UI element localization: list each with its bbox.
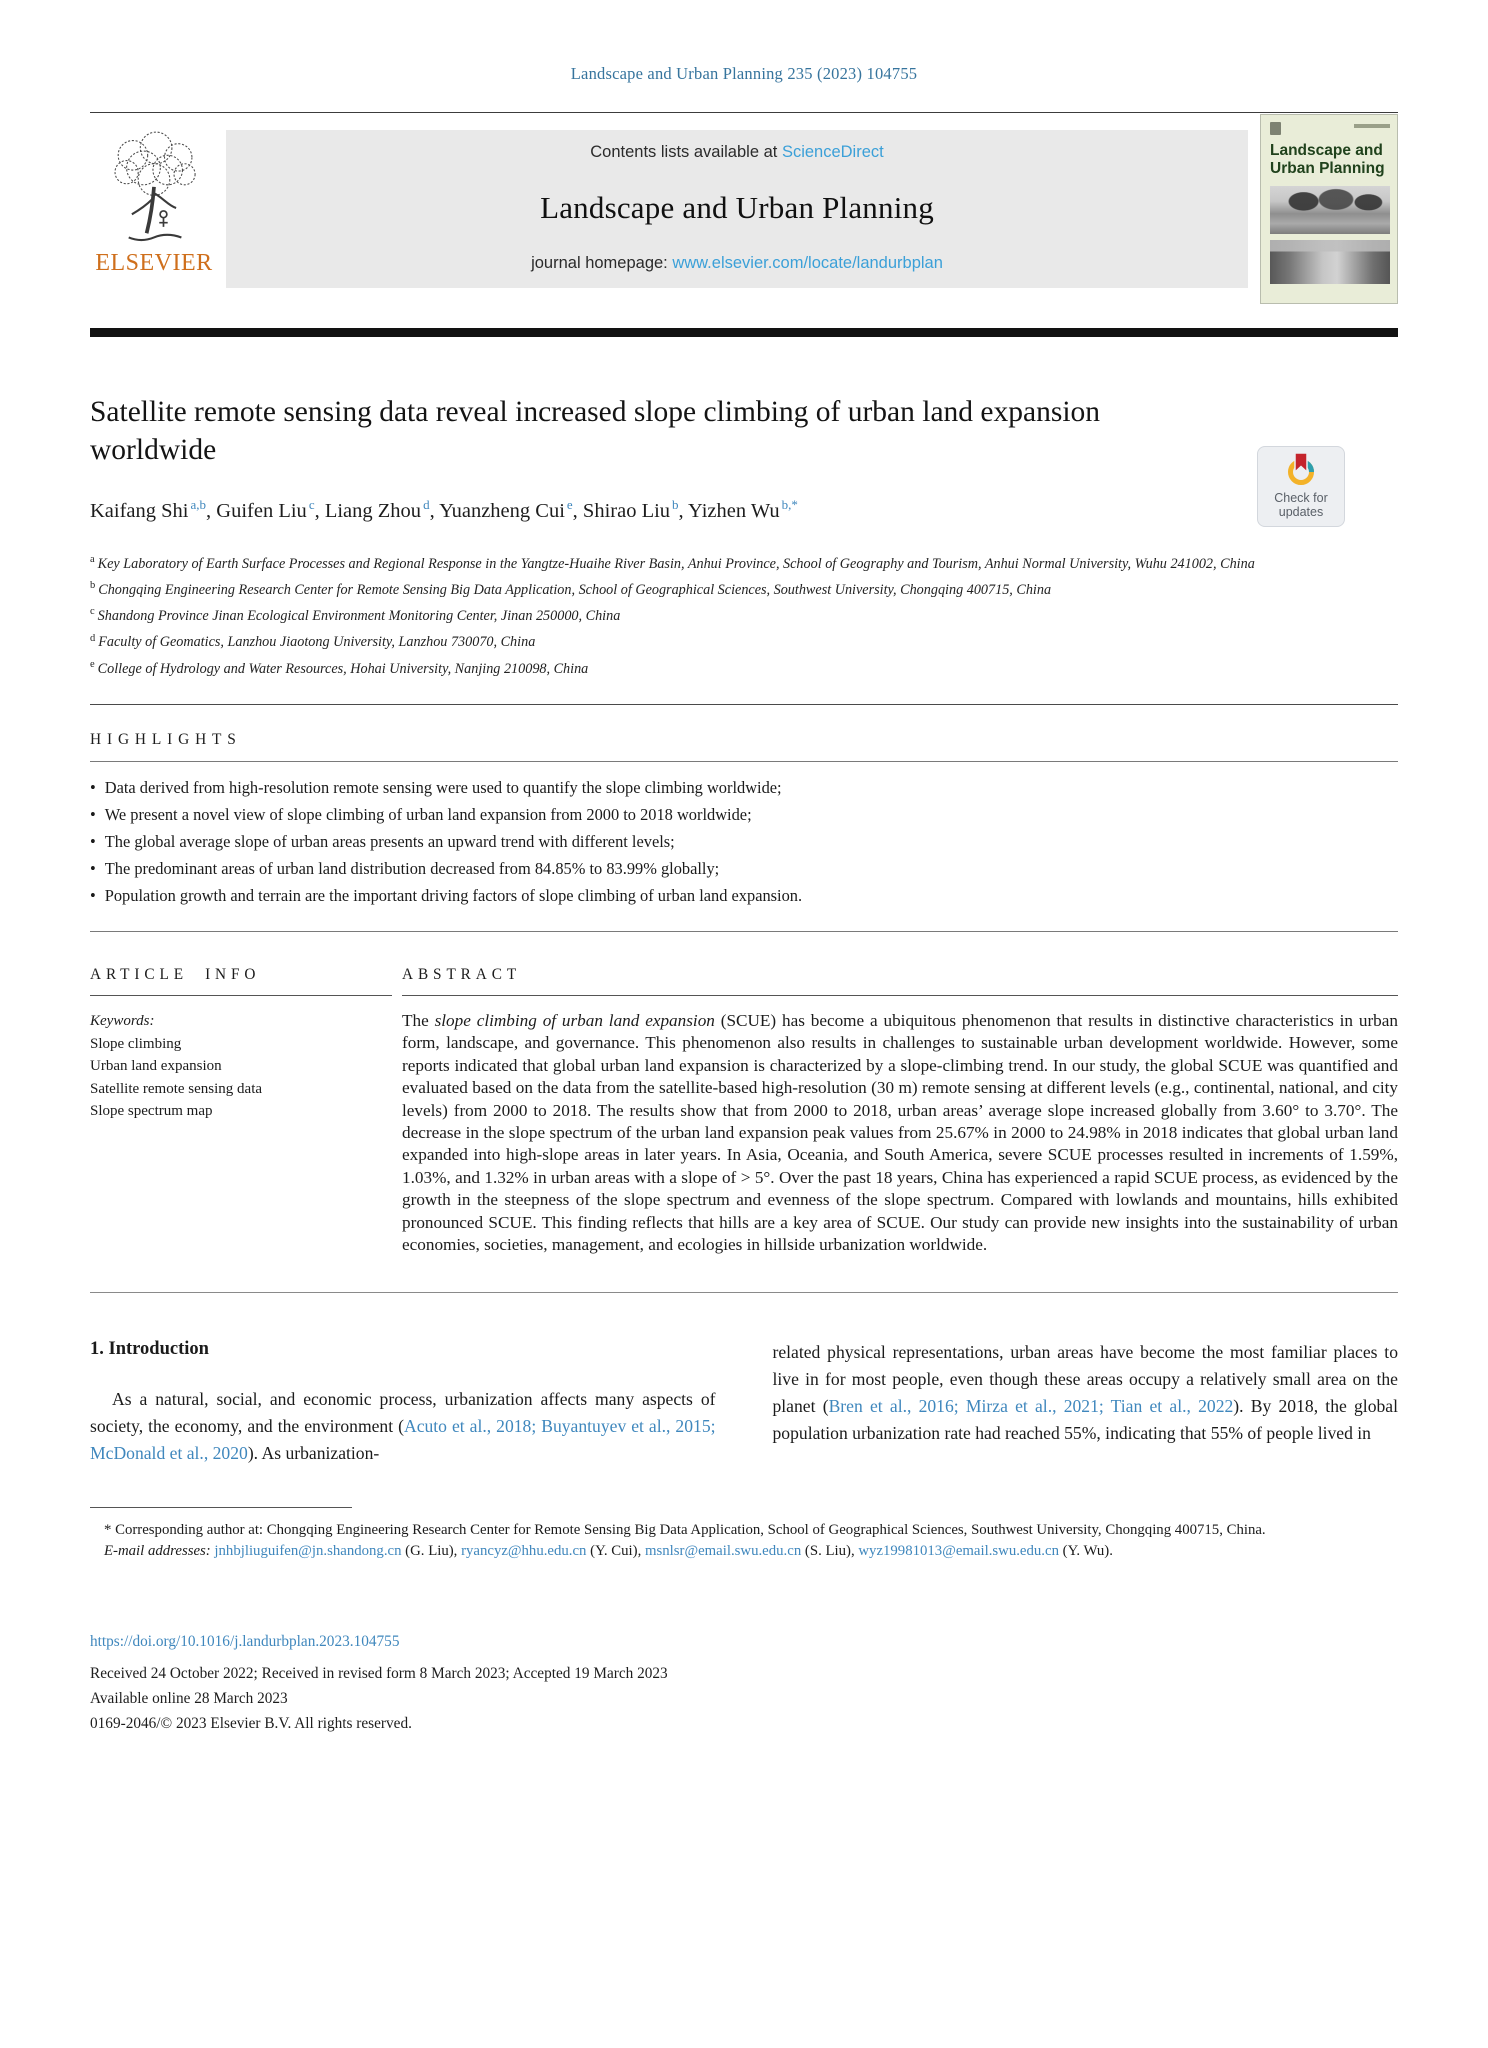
contents-line — [590, 143, 883, 162]
affiliation-marker: e — [90, 658, 95, 670]
highlight-text: Data derived from high-resolution remote sensing were used to quantify the slope climbing worldwide; — [104, 778, 782, 797]
author-affiliation-sup[interactable]: b — [672, 497, 679, 512]
author-separator: , — [206, 499, 217, 522]
colophon-block — [90, 1633, 1398, 1736]
check-badge-label-line1: Check for — [1274, 491, 1328, 505]
highlight-text: We present a novel view of slope climbing of urban land expansion from 2000 to 2018 worldwide; — [104, 805, 752, 824]
intro-text: As a natural, social, and economic process, urbanization affects many aspects of society, the economy, and the environment ( — [90, 1389, 716, 1437]
journal-cover-thumbnail — [1260, 114, 1398, 304]
author-affiliation-sup[interactable]: d — [423, 497, 430, 512]
author — [324, 497, 440, 522]
footnote-block — [90, 1507, 1398, 1563]
affiliation — [90, 601, 1398, 627]
intro-text: ). As urbanization- — [247, 1443, 380, 1464]
email-link[interactable]: jnhbjliuguifen@jn.shandong.cn — [214, 1543, 402, 1560]
email-owner: (Y. Cui), — [586, 1543, 645, 1560]
author-list — [90, 497, 1398, 523]
email-owner: (S. Liu), — [801, 1543, 859, 1560]
email-addresses-note — [90, 1541, 1398, 1563]
keyword: Satellite remote sensing data — [90, 1080, 263, 1097]
affiliation-list — [90, 549, 1398, 680]
article-info-abstract-section — [90, 966, 1398, 1256]
check-badge-label-line2: updates — [1278, 505, 1324, 519]
footnote-marker: * — [104, 1521, 112, 1538]
masthead-black-bar — [90, 328, 1398, 337]
journal-masthead — [90, 130, 1398, 304]
email-entry — [645, 1543, 858, 1559]
cover-title-line1: Landscape and — [1270, 142, 1383, 159]
highlight-item — [90, 801, 1398, 828]
abstract-column — [402, 966, 1398, 1256]
author-name: Yuanzheng Cui — [439, 499, 565, 522]
highlight-item — [90, 774, 1398, 801]
divider — [90, 704, 1398, 705]
author — [439, 497, 583, 522]
keyword: Slope spectrum map — [90, 1103, 213, 1119]
author-separator: , — [314, 499, 325, 522]
abstract-heading: ABSTRACT — [402, 966, 522, 983]
footnote-divider — [90, 1507, 352, 1508]
affiliation — [90, 575, 1398, 601]
article-info-column — [90, 966, 392, 1256]
affiliation-text: Shandong Province Jinan Ecological Environment Monitoring Center, Jinan 250000, China — [97, 608, 621, 625]
intro-text: related physical representations, urban areas have become the most familiar places to live in for most people, even though these areas occupy a relatively small area on the planet ( — [772, 1342, 1398, 1417]
author — [216, 497, 325, 522]
author-name: Liang Zhou — [324, 499, 422, 522]
masthead-center-panel — [226, 130, 1248, 288]
corresponding-text: Corresponding author at: Chongqing Engineering Research Center for Remote Sensing Big Data Application, School of Geographical Sciences, Southwest University, Chongqing 400715, China. — [111, 1521, 1266, 1538]
keyword: Urban land expansion — [90, 1058, 222, 1074]
email-link[interactable]: wyz19981013@email.swu.edu.cn — [858, 1543, 1059, 1560]
cover-elsevier-mini-logo-icon — [1270, 122, 1281, 135]
highlight-item — [90, 828, 1398, 855]
abstract-text — [402, 1010, 1398, 1256]
citation-link[interactable]: Acuto et al., 2018; Buyantuyev et al., 2015; McDonald et al., 2020 — [90, 1416, 716, 1464]
journal-title: Landscape and Urban Planning — [540, 190, 934, 225]
author-separator: , — [572, 499, 583, 522]
email-owner: (G. Liu), — [401, 1543, 462, 1560]
keywords-block — [90, 1010, 392, 1123]
email-link[interactable]: msnlsr@email.swu.edu.cn — [644, 1543, 802, 1560]
divider — [90, 995, 392, 996]
elsevier-logo — [90, 130, 218, 288]
divider — [90, 761, 1398, 762]
affiliation-marker: c — [90, 606, 95, 618]
doi-line — [90, 1633, 1398, 1651]
cover-top-row — [1270, 122, 1390, 137]
doi-link[interactable]: https://doi.org/10.1016/j.landurbplan.2023.104755 — [90, 1632, 400, 1650]
abstract-body: (SCUE) has become a ubiquitous phenomenon that results in distinctive characteristics in urban form, landscape, and governance. This phenomenon also results in challenges to sustainable urban development worldwide. However, some reports indicated that global urban land expansion is characterized by a slope-climbing trend. In our study, the global SCUE was quantified and evaluated based on the data from the satellite-based high-resolution (30 m) remote sensing at different levels (e.g., continental, national, and city levels) from 2000 to 2018. The results show that from 2000 to 2018, urban areas’ average slope increased globally from 3.60° to 3.70°. The decrease in the slope spectrum of the urban land expansion peak values from 25.67% in 2000 to 24.98% in 2018 indicates that global urban land expanded into high-slope areas in later years. In Asia, Oceania, and South America, severe SCUE processes resulted in increments of 1.59%, 1.03%, and 1.32% in urban areas with a slope of > 5°. Over the past 18 years, China has experienced a rapid SCUE process, as evidenced by the growth in the steepness of the slope spectrum and evenness of the slope spectrum. Compared with lowlands and mountains, hills exhibited pronounced SCUE. This finding reflects that hills are a key area of SCUE. Our study can provide new insights into the sustainability of urban economies, societies, management, and ecologies in hillside urbanization worldwide. — [402, 1011, 1398, 1255]
author-name: Shirao Liu — [582, 499, 671, 522]
intro-left-column — [90, 1339, 716, 1466]
affiliation-marker: d — [90, 632, 96, 644]
author — [90, 497, 217, 522]
copyright-line: 0169-2046/© 2023 Elsevier B.V. All rights reserved. — [90, 1714, 412, 1732]
received-dates: Received 24 October 2022; Received in revised form 8 March 2023; Accepted 19 March 2023 — [90, 1664, 668, 1682]
citation-link[interactable]: Bren et al., 2016; Mirza et al., 2021; Tian et al., 2022 — [828, 1396, 1234, 1417]
author-separator: , — [678, 499, 689, 522]
homepage-line — [531, 254, 943, 273]
journal-reference: Landscape and Urban Planning 235 (2023) 104755 — [570, 64, 918, 83]
author-name: Yizhen Wu — [688, 499, 780, 522]
email-link[interactable]: ryancyz@hhu.edu.cn — [461, 1543, 587, 1560]
abstract-lead: The — [402, 1011, 435, 1030]
email-entry — [858, 1543, 1113, 1559]
affiliation-text: Chongqing Engineering Research Center for Remote Sensing Big Data Application, School of Geographical Sciences, Southwest University, Chongqing 400715, China — [98, 581, 1052, 598]
introduction-section — [90, 1339, 1398, 1466]
email-entry — [214, 1543, 461, 1559]
highlights-list — [90, 774, 1398, 909]
divider — [402, 995, 1398, 996]
keyword: Slope climbing — [90, 1035, 182, 1052]
check-updates-icon — [1278, 452, 1324, 486]
affiliation-marker: a — [90, 553, 95, 565]
cover-title-line2: Urban Planning — [1270, 160, 1385, 177]
homepage-prefix: journal homepage: — [531, 254, 673, 272]
author-affiliation-sup[interactable]: a,b — [190, 497, 207, 512]
article-title: Satellite remote sensing data reveal increased slope climbing of urban land expansion worldwide — [90, 396, 1101, 466]
contents-prefix: Contents lists available at — [590, 143, 782, 161]
cover-photo-trees — [1270, 186, 1390, 234]
highlight-text: The predominant areas of urban land distribution decreased from 84.85% to 83.99% globally; — [104, 859, 720, 878]
introduction-heading: 1. Introduction — [90, 1339, 209, 1360]
cover-photo-urban — [1270, 240, 1390, 284]
author — [688, 497, 798, 522]
sciencedirect-link[interactable]: ScienceDirect — [781, 143, 884, 161]
divider — [90, 1292, 1398, 1293]
author-affiliation-sup[interactable]: c — [308, 497, 315, 512]
affiliation — [90, 628, 1398, 654]
keywords-label: Keywords: — [90, 1013, 155, 1029]
affiliation-marker: b — [90, 580, 96, 592]
intro-right-column — [773, 1339, 1399, 1466]
author-name: Guifen Liu — [216, 499, 307, 522]
author — [582, 497, 689, 522]
corresponding-author-note — [90, 1520, 1398, 1542]
author-affiliation-sup[interactable]: b,* — [781, 497, 798, 512]
author-affiliation-sup[interactable]: e — [566, 497, 573, 512]
affiliation — [90, 654, 1398, 680]
affiliation — [90, 549, 1398, 575]
cover-title — [1270, 142, 1390, 178]
author-separator: , — [429, 499, 440, 522]
article-page — [0, 64, 1488, 1736]
email-owner: (Y. Wu). — [1058, 1543, 1113, 1560]
highlight-text: The global average slope of urban areas presents an upward trend with different levels; — [104, 832, 675, 851]
affiliation-text: College of Hydrology and Water Resources, Hohai University, Nanjing 210098, China — [97, 660, 589, 677]
intro-paragraph-left — [90, 1386, 716, 1466]
email-label: E-mail addresses: — [104, 1543, 211, 1560]
intro-text: ). By 2018, the global population urbanization rate had reached 55%, indicating that 55% of people lived in — [772, 1396, 1398, 1443]
affiliation-text: Key Laboratory of Earth Surface Processes and Regional Response in the Yangtze-Huaihe River Basin, Anhui Province, School of Geography and Tourism, Anhui Normal University, Wuhu 241002, China — [97, 555, 1255, 572]
abstract-lead-italic: slope climbing of urban land expansion — [434, 1011, 715, 1030]
divider — [90, 112, 1398, 113]
divider — [90, 931, 1398, 932]
email-entry — [461, 1543, 645, 1559]
highlight-text: Population growth and terrain are the important driving factors of slope climbing of urban land expansion. — [104, 886, 803, 905]
elsevier-tree-icon — [101, 130, 207, 248]
cover-journal-info — [1354, 124, 1390, 128]
intro-paragraph-right — [773, 1339, 1399, 1446]
affiliation-text: Faculty of Geomatics, Lanzhou Jiaotong University, Lanzhou 730070, China — [98, 634, 536, 651]
elsevier-wordmark: ELSEVIER — [95, 250, 213, 276]
journal-homepage-link[interactable]: www.elsevier.com/locate/landurbplan — [672, 254, 943, 272]
highlight-item — [90, 855, 1398, 882]
highlights-heading: HIGHLIGHTS — [90, 731, 242, 748]
article-info-heading: ARTICLE INFO — [90, 966, 261, 983]
check-for-updates-badge[interactable] — [1257, 446, 1345, 527]
available-online: Available online 28 March 2023 — [90, 1689, 288, 1707]
author-name: Kaifang Shi — [90, 499, 189, 522]
highlight-item — [90, 882, 1398, 909]
